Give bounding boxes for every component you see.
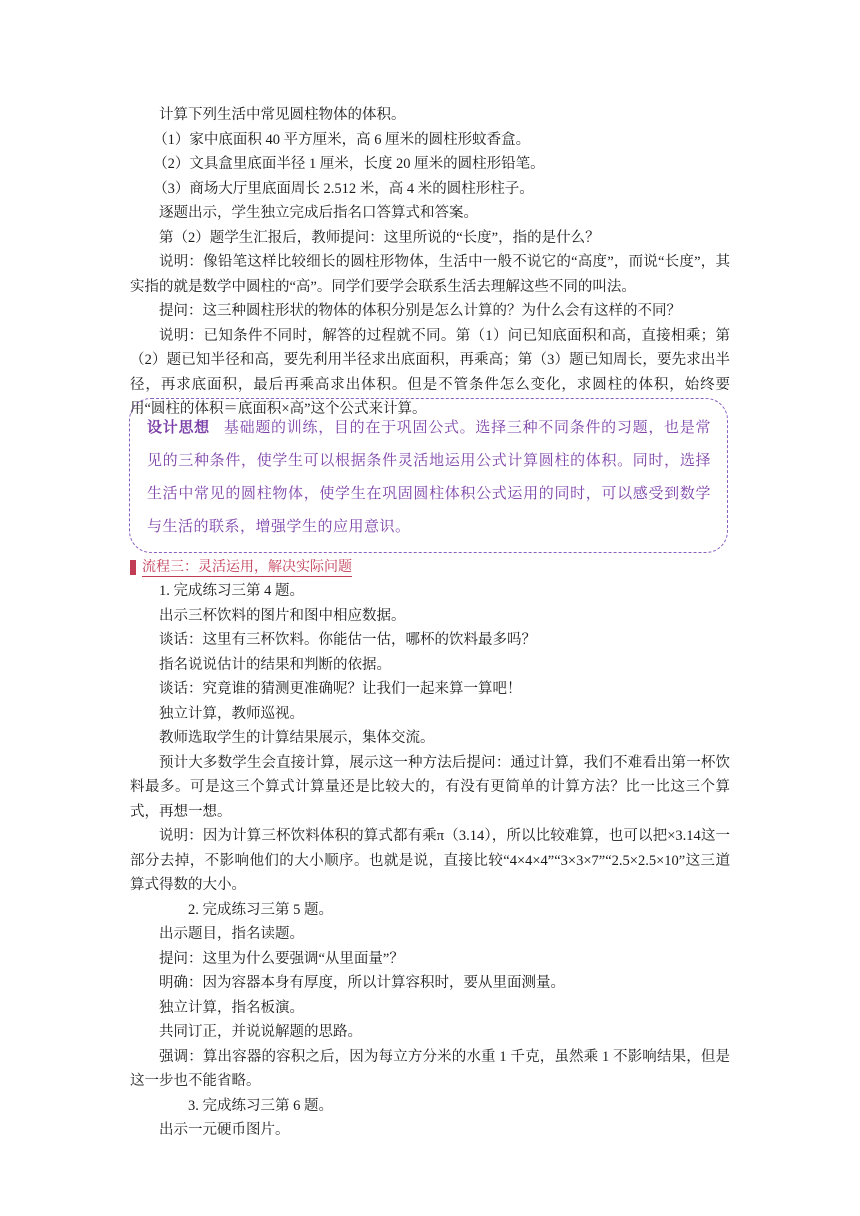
paragraph: 明确：因为容器本身有厚度，所以计算容积时，要从里面测量。 [159,975,565,991]
design-thought-label: 设计思想 [147,418,210,436]
paragraph: 说明：像铅笔这样比较细长的圆柱形物体，生活中一般不说它的“高度”，而说“长度”，其实指的就是数学中圆柱的“高”。同学们要学会联系生活去理解这些不同的叫法。 [130,254,730,295]
paragraph: 计算下列生活中常见圆柱物体的体积。 [159,107,406,123]
paragraph: 3. 完成练习三第 6 题。 [188,1097,333,1114]
paragraph: （1）家中底面积 40 平方厘米，高 6 厘米的圆柱形蚊香盒。 [153,131,531,148]
paragraph: 独立计算，指名板演。 [159,999,304,1016]
paragraph: 谈话：这里有三杯饮料。你能估一估，哪杯的饮料最多吗？ [159,632,536,648]
paragraph: 第（2）题学生汇报后，教师提问：这里所说的“长度”，指的是什么？ [159,229,600,246]
section-flow-three [130,579,730,1143]
paragraph: （2）文具盒里底面半径 1 厘米，长度 20 厘米的圆柱形铅笔。 [153,156,545,172]
paragraph: 说明：已知条件不同时，解答的过程就不同。第（1）问已知底面积和高，直接相乘；第（2）题已知半径和高，要先利用半径求出底面积，再乘高；第（3）题已知周长，要先求出半径，再求底面积，最后再乘高求出体积。但是不管条件怎么变化，求圆柱的体积，始终要用“圆柱的体积＝底面积×高”这个公式来计算。 [130,327,730,417]
section-volume-exercises [130,103,730,422]
paragraph: 指名说说估计的结果和判断的依据。 [159,656,391,673]
paragraph: 出示三杯饮料的图片和图中相应数据。 [159,607,406,624]
paragraph: 预计大多数学生会直接计算，展示这一种方法后提问：通过计算，我们不难看出第一杯饮料最多。可是这三个算式计算量还是比较大的，有没有更简单的计算方法？比一比这三个算式，再想一想。 [130,754,730,820]
paragraph: 2. 完成练习三第 5 题。 [188,901,333,918]
paragraph: 提问：这三种圆柱形状的物体的体积分别是怎么计算的？为什么会有这样的不同？ [159,303,681,319]
design-thought-body: 基础题的训练，目的在于巩固公式。选择三种不同条件的习题，也是常见的三种条件，使学生可以根据条件灵活地运用公式计算圆柱的体积。同时，选择生活中常见的圆柱物体，使学生在巩固圆柱体积公式运用的同时，可以感受到数学与生活的联系，增强学生的应用意识。 [147,418,711,535]
paragraph: 提问：这里为什么要强调“从里面量”？ [159,950,404,967]
design-thought-text [147,411,711,543]
paragraph: 教师选取学生的计算结果展示，集体交流。 [159,730,435,746]
paragraph: 逐题出示，学生独立完成后指名口答算式和答案。 [159,205,478,221]
section-heading [130,557,352,577]
paragraph: 共同订正，并说说解题的思路。 [159,1024,362,1040]
paragraph: 1. 完成练习三第 4 题。 [159,583,304,599]
design-thought-box [129,398,728,553]
section-marker [130,560,136,575]
paragraph: 说明：因为计算三杯饮料体积的算式都有乘π（3.14），所以比较难算，也可以把×3.14这一部分去掉，不影响他们的大小顺序。也就是说，直接比较“4×4×4”“3×3×7”“2.5×2.5×10”这三道算式得数的大小。 [130,828,730,893]
paragraph: 独立计算，教师巡视。 [159,705,304,722]
section-title: 流程三：灵活运用，解决实际问题 [142,558,352,575]
paragraph: 谈话：究竟谁的猜测更准确呢？让我们一起来算一算吧！ [159,681,522,697]
paragraph: 出示题目，指名读题。 [159,926,304,942]
paragraph: 强调：算出容器的容积之后，因为每立方分米的水重 1 千克，虽然乘 1 不影响结果，但是这一步也不能省略。 [130,1048,730,1089]
paragraph: （3）商场大厅里底面周长 2.512 米，高 4 米的圆柱形柱子。 [153,180,534,197]
paragraph: 出示一元硬币图片。 [159,1122,290,1138]
